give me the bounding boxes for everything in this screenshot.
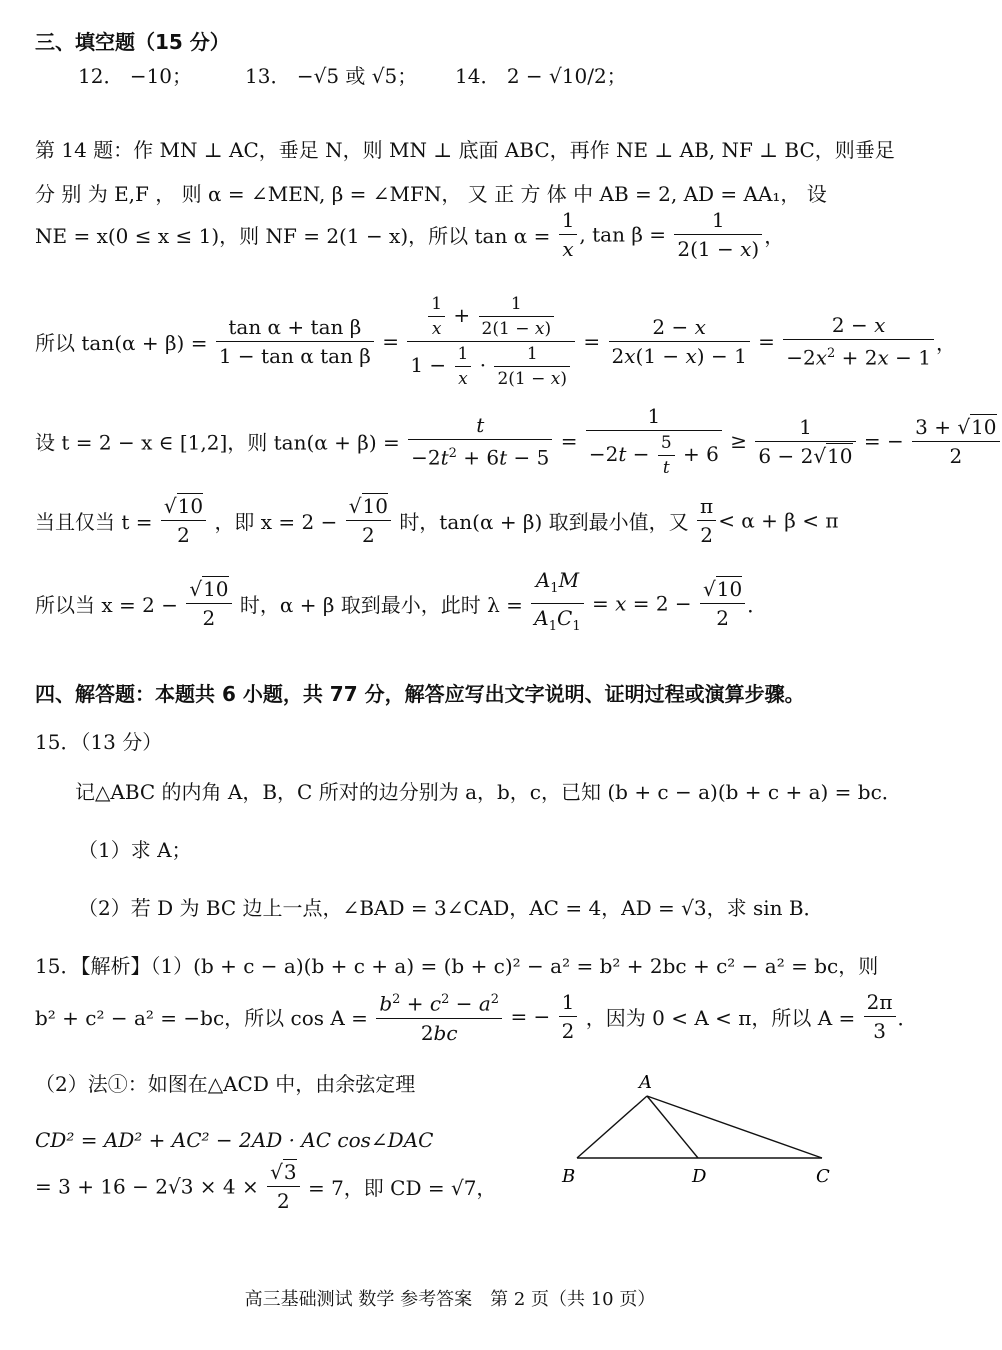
frac-t-over: $\frac{t}{-2t^2 + 6t - 5}$ — [408, 413, 552, 470]
q15-part1: （1）求 A； — [78, 838, 192, 862]
q15-part2: （2）若 D 为 BC 边上一点，∠BAD = 3∠CAD，AC = 4，AD = √3，求 sin B． — [78, 896, 824, 920]
frac-tan-sum: $\frac{\text{tan α + tan β}}{\text{1 − tan α tan β}}$ — [216, 315, 374, 368]
page-footer: 高三基础测试 数学 参考答案 第 2 页（共 10 页） — [244, 1289, 656, 1310]
frac-1-over-6: $\frac{1}{6 - 2√10}$ — [755, 415, 855, 468]
q12-number: 12． — [78, 64, 124, 88]
frac-pi-2: $\frac{\pi}{2}$ — [697, 494, 716, 547]
q14-block — [455, 60, 627, 140]
answers-row — [78, 60, 192, 140]
q15-header: 15．（13 分） — [35, 730, 163, 754]
frac-sqrt10-2-a: $\frac{√10}{2}$ — [161, 494, 206, 547]
q15-solution-calc — [35, 1160, 496, 1240]
q13-block — [245, 60, 417, 140]
q12-answer: −10； — [129, 64, 193, 88]
q13-number: 13． — [245, 64, 291, 88]
frac-a1m-a1c1: $\frac{A_1M}{A_1C_1}$ — [531, 568, 583, 639]
section4-title: 四、解答题：本题共 6 小题，共 77 分，解答应写出文字说明、证明过程或演算步骤。 — [35, 682, 805, 706]
q15-solution-method: （2）法①：如图在△ACD 中，由余弦定理 — [35, 1072, 416, 1096]
segment-ab — [577, 1096, 647, 1158]
label-c: C — [816, 1166, 830, 1187]
frac-3-sqrt10: $\frac{3 + √10}{2}$ — [912, 415, 999, 468]
q15-sol-calc-text-b: = 7，即 CD = √7， — [307, 1176, 497, 1200]
q14-explain-line-4: 所以 tan(α + β) = $\frac{\text{tan α + tan β}}{\text{1 − tan α tan β}}$ = $\frac{1}{x}$ + $\frac{1}{2(1 - x)}$ 1 − $\frac{1}{x}$ · $\frac{1}{2(1 - x)}$ = $\frac{2 - x}{2x(1 - x) - 1}$ = $\frac{2 - x}{-2x^2 + 2x - 1}$ ， — [35, 294, 957, 389]
frac-sqrt3-2: $\frac{√3}{2}$ — [267, 1160, 299, 1213]
q14-line4-text: 所以 tan(α + β) = — [35, 331, 208, 355]
q15-stem: 记△ABC 的内角 A，B，C 所对的边分别为 a，b，c，已知 (b + c − a)(b + c + a) = bc． — [75, 780, 902, 804]
frac-1-over-x: $\frac{1}{x}$ — [559, 208, 578, 261]
q14-explain-line-6: 当且仅当 t = $\frac{√10}{2}$ ，即 x = 2 − $\frac{√10}{2}$ 时，tan(α + β) 取到最小值，又 $\frac{\pi}{2}$ < α + β < π — [35, 494, 839, 547]
q14-line3-text: NE = x(0 ≤ x ≤ 1)，则 NF = 2(1 − x)，所以 tan α = — [35, 224, 551, 248]
q15-solution-cosine-law: CD² = AD² + AC² − 2AD · AC cos∠DAC — [35, 1128, 434, 1152]
label-a: A — [639, 1072, 652, 1093]
q15-sol-line2-text-a: b² + c² − a² = −bc，所以 cos A = — [35, 1005, 368, 1030]
frac-compound: $\frac{1}{x}$ + $\frac{1}{2(1 - x)}$ 1 − $\frac{1}{x}$ · $\frac{1}{2(1 - x)}$ — [407, 294, 575, 389]
q14-explain-line-7: 所以当 x = 2 − $\frac{√10}{2}$ 时，α + β 取到最小，此时 λ = $\frac{A_1M}{A_1C_1}$ = x = 2 − $\frac{√10}{2}$ ． — [35, 568, 767, 648]
q14-line6-text-c: 时，tan(α + β) 取到最小值，又 — [399, 510, 689, 534]
frac-2-x-over: $\frac{2 - x}{2x(1 - x) - 1}$ — [609, 315, 750, 368]
frac-1-2: $\frac{1}{2}$ — [559, 990, 578, 1043]
q13-answer: −√5 或 √5； — [296, 64, 418, 88]
q15-solution-line1: 15．【解析】（1）(b + c − a)(b + c + a) = (b + c)² − a² = b² + 2bc + c² − a² = bc，则 — [35, 954, 879, 978]
q14-line7-text-b: 时，α + β 取到最小，此时 λ = — [239, 593, 523, 617]
q15-sol-line2-text-b: ，因为 0 < A < π，所以 A = — [585, 1005, 856, 1030]
frac-2pi-3: $\frac{2\pi}{3}$ — [864, 990, 896, 1043]
frac-1-over-2t: 1 −2t − $\frac{5}{t}$ + 6 — [586, 404, 722, 478]
q14-line6-text-b: ，即 x = 2 − — [214, 510, 338, 534]
label-b: B — [562, 1166, 576, 1187]
q14-number: 14． — [455, 64, 501, 88]
frac-1-over-2-1-x: $\frac{1}{2(1 - x)}$ — [674, 208, 762, 261]
q14-explain-line-3: NE = x(0 ≤ x ≤ 1)，则 NF = 2(1 − x)，所以 tan α = $\frac{1}{x}$ , tan β = $\frac{1}{2(1 - x)}$ ， — [35, 208, 785, 261]
triangle-figure — [550, 1068, 850, 1198]
frac-2-x-over-quad: $\frac{2 - x}{-2x^2 + 2x - 1}$ — [783, 313, 934, 370]
q14-line5-text: 设 t = 2 − x ∈ [1,2]，则 tan(α + β) = — [35, 430, 400, 455]
frac-sqrt10-2-b: $\frac{√10}{2}$ — [346, 494, 391, 547]
label-d: D — [692, 1166, 707, 1187]
q14-answer: 2 − √10/2； — [506, 64, 627, 88]
q14-line7-text-a: 所以当 x = 2 − — [35, 593, 178, 617]
q14-line6-text-a: 当且仅当 t = — [35, 510, 153, 534]
frac-cosA: $\frac{b^2 + c^2 - a^2}{2bc}$ — [376, 988, 502, 1045]
q15-sol-calc-text-a: = 3 + 16 − 2√3 × 4 × — [35, 1174, 259, 1199]
section3-title: 三、填空题（15 分） — [35, 30, 230, 54]
q14-explain-line-5: 设 t = 2 − x ∈ [1,2]，则 tan(α + β) = $\frac{t}{-2t^2 + 6t - 5}$ = 1 −2t − $\frac{5}{t}$ + 6 ≥ $\frac{1}{6 - 2√10}$ = − $\frac{3 + √10}{2}$ — [35, 404, 1002, 494]
q14-explain-line-2: 分 别 为 E,F ， 则 α = ∠MEN, β = ∠MFN， 又 正 方 体 中 AB = 2, AD = AA₁， 设 — [35, 182, 827, 206]
q14-explain-line-1: 第 14 题：作 MN ⊥ AC，垂足 N，则 MN ⊥ 底面 ABC，再作 NE ⊥ AB, NF ⊥ BC，则垂足 — [35, 138, 895, 162]
q15-solution-line2: b² + c² − a² = −bc，所以 cos A = $\frac{b^2 + c^2 - a^2}{2bc}$ = − $\frac{1}{2}$ ，因为 0 < A < π，所以 A = $\frac{2\pi}{3}$ ． — [35, 989, 918, 1045]
frac-sqrt10-2-c: $\frac{√10}{2}$ — [186, 577, 231, 630]
frac-sqrt10-2-d: $\frac{√10}{2}$ — [700, 577, 745, 630]
